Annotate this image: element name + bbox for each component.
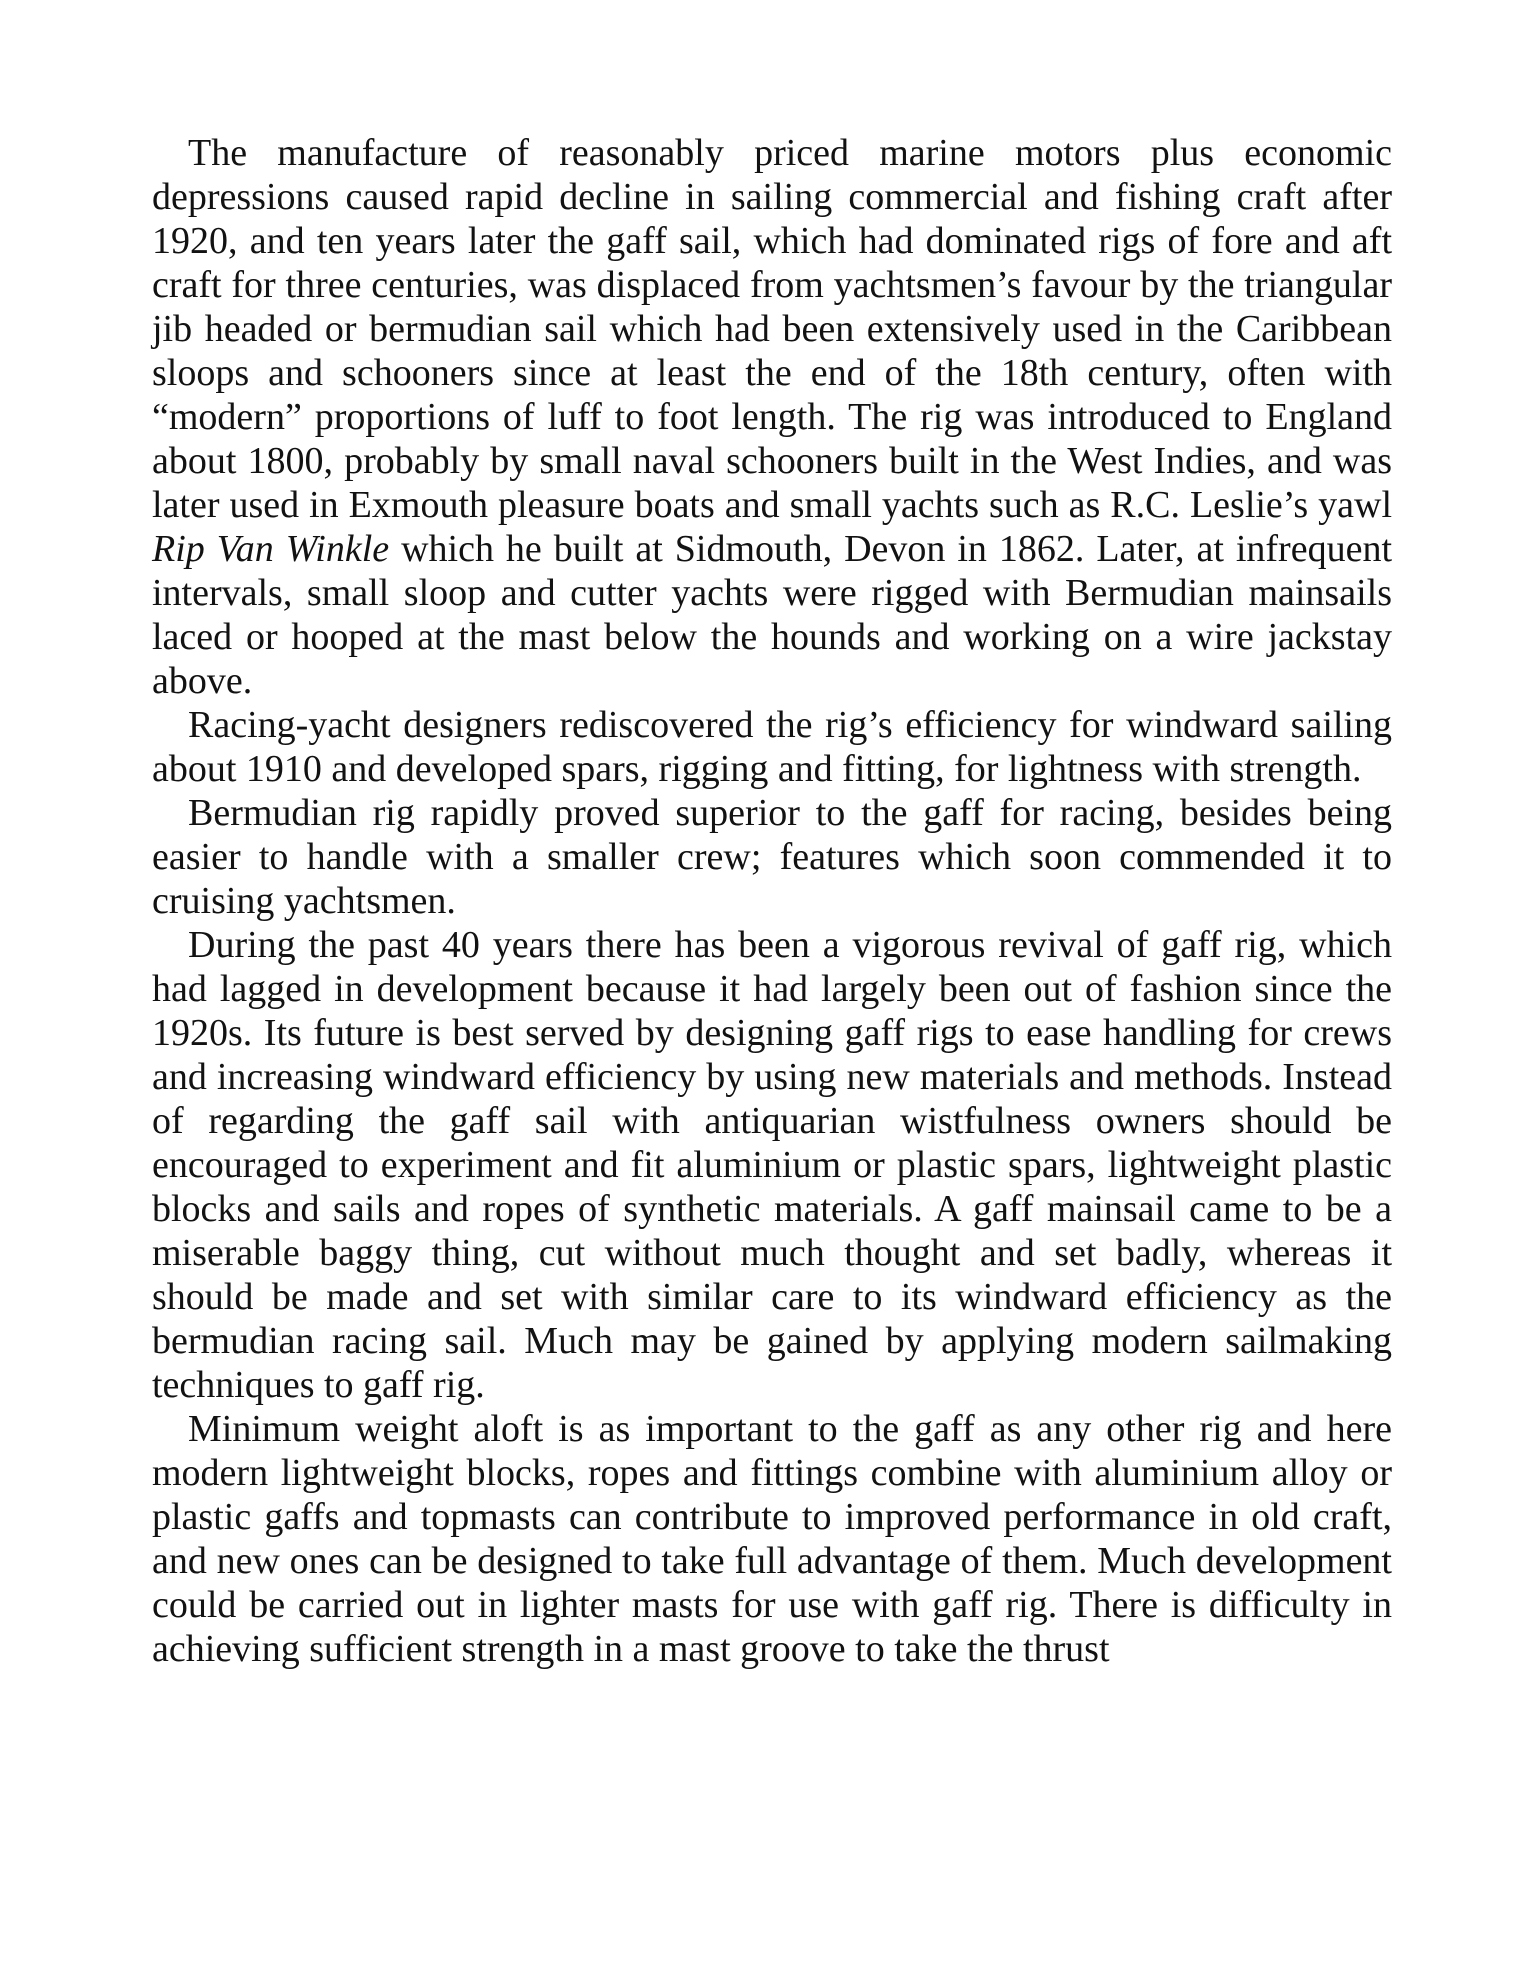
paragraph-4: During the past 40 years there has been a vigorous revival of gaff rig, which had lagged in development because it had largely been out of fashion since the 1920s. Its future is best served by designing gaff rigs to ease handling for crews and increasing windward efficiency by using new materials and methods. Instead of regarding the gaff sail with antiquarian wistfulness owners should be encouraged to experiment and fit aluminium or plastic spars, lightweight plastic blocks and sails and ropes of synthetic materials. A gaff mainsail came to be a miserable baggy thing, cut without much thought and set badly, whereas it should be made and set with similar care to its windward efficiency as the bermudian racing sail. Much may be gained by applying modern sailmaking techniques to gaff rig. xyxy=(152,924,1392,1406)
paragraph-1-text-before-italic: The manufacture of reasonably priced marine motors plus economic depressions caused rapid decline in sailing commercial and fishing craft after 1920, and ten years later the gaff sail, which had dominated rigs of fore and aft craft for three centuries, was displaced from yachtsmen’s favour by the triangular jib headed or bermudian sail which had been extensively used in the Caribbean sloops and schooners since at least the end of the 18th century, often with “modern” proportions of luff to foot length. The rig was introduced to England about 1800, probably by small naval schooners built in the West Indies, and was later used in Exmouth pleasure boats and small yachts such as R.C. Leslie’s yawl xyxy=(152,132,1392,526)
paragraph-1-text-after-italic: which he built at Sidmouth, Devon in 1862. Later, at infrequent intervals, small sloop and cutter yachts were rigged with Bermudian mainsails laced or hooped at the mast below the hounds and working on a wire jackstay above. xyxy=(152,528,1392,702)
paragraph-1 xyxy=(152,131,1392,703)
boat-name-italic: Rip Van Winkle xyxy=(152,528,390,570)
paragraph-3: Bermudian rig rapidly proved superior to the gaff for racing, besides being easier to handle with a smaller crew; features which soon commended it to cruising yachtsmen. xyxy=(152,792,1392,922)
paragraph-2: Racing-yacht designers rediscovered the rig’s efficiency for windward sailing about 1910 and developed spars, rigging and fitting, for lightness with strength. xyxy=(152,704,1392,790)
paragraph-5: Minimum weight aloft is as important to the gaff as any other rig and here modern lightweight blocks, ropes and fittings combine with aluminium alloy or plastic gaffs and topmasts can contribute to improved performance in old craft, and new ones can be designed to take full advantage of them. Much development could be carried out in lighter masts for use with gaff rig. There is difficulty in achieving sufficient strength in a mast groove to take the thrust xyxy=(152,1408,1392,1670)
text-block xyxy=(152,131,1392,1671)
